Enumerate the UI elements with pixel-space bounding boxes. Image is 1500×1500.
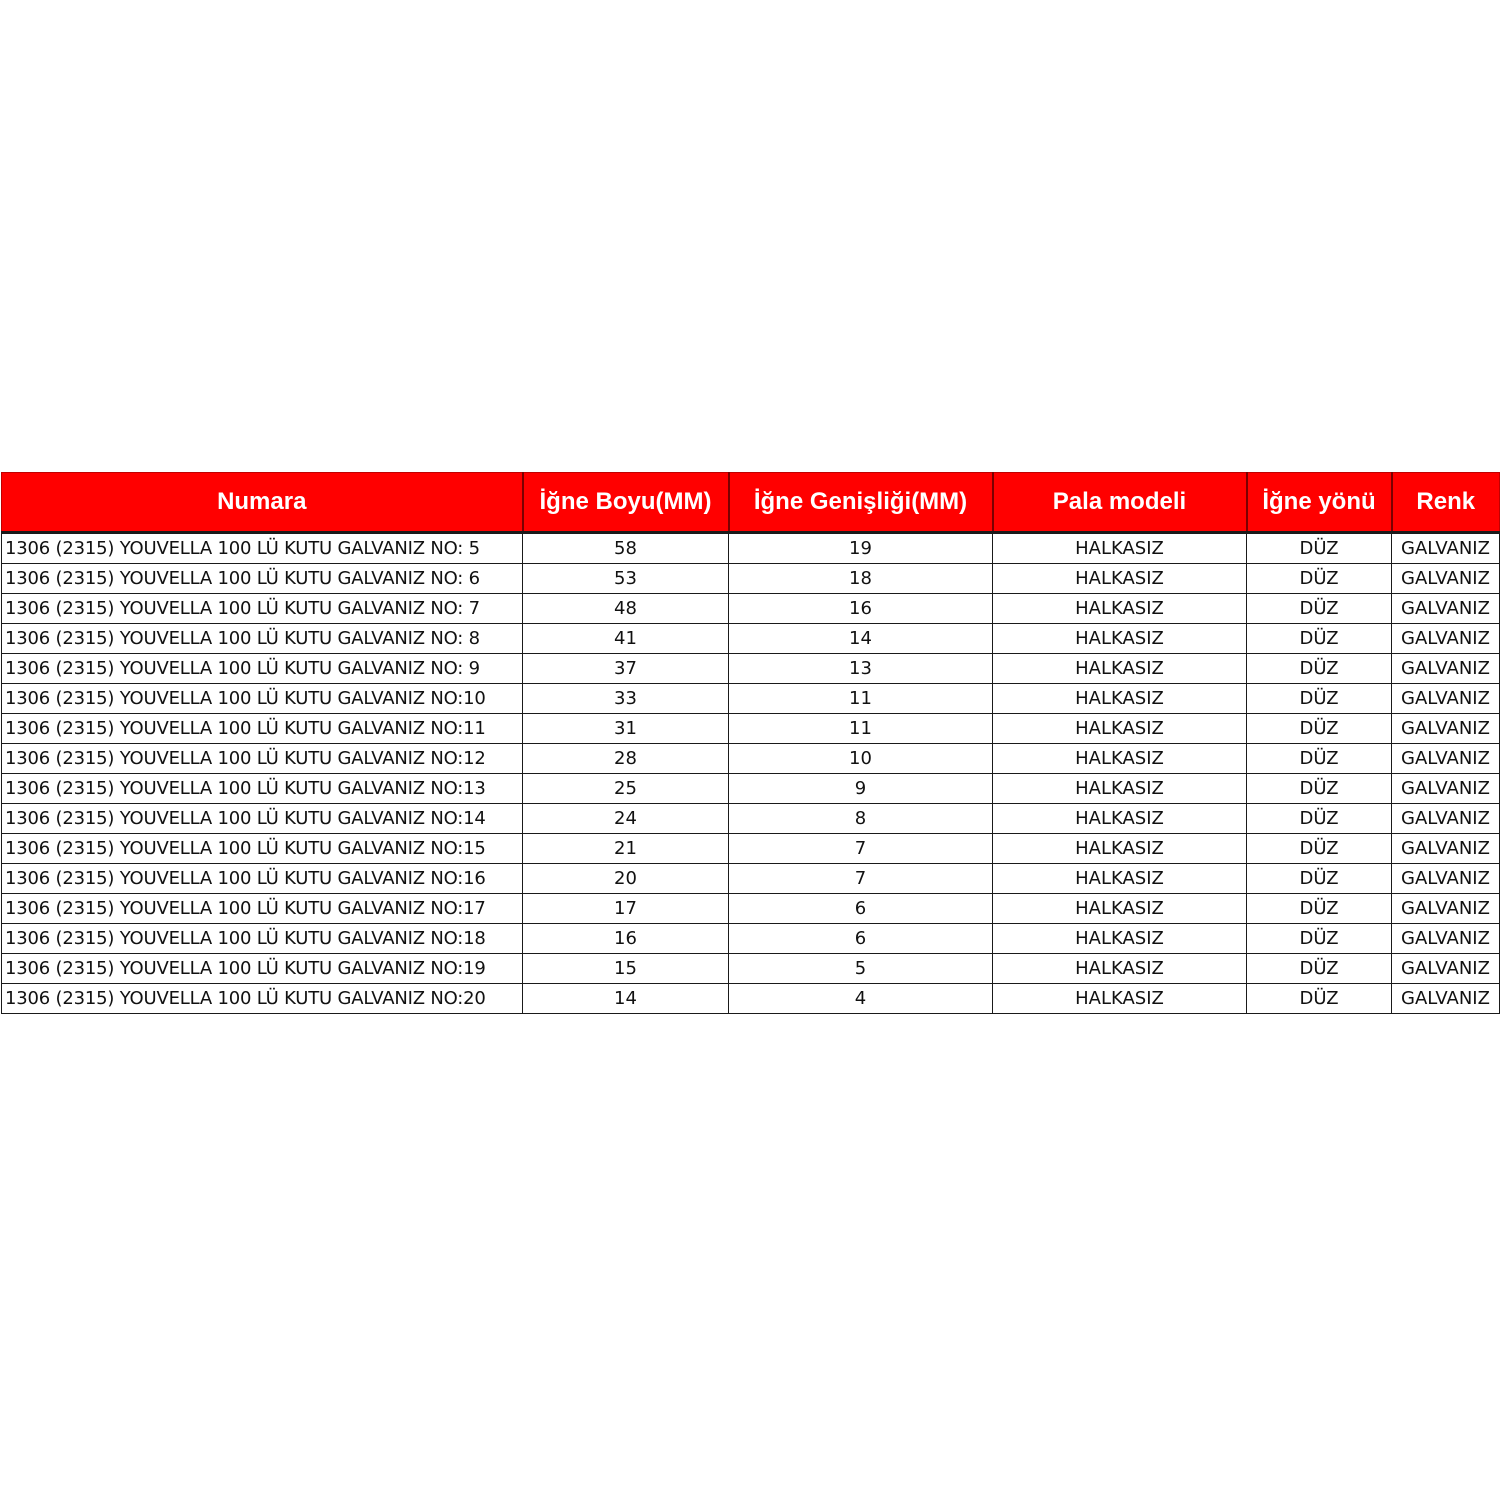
- cell-igne-genisligi: 13: [729, 654, 993, 684]
- cell-igne-yonu: DÜZ: [1247, 684, 1392, 714]
- cell-igne-boyu: 21: [523, 834, 729, 864]
- cell-igne-genisligi: 4: [729, 984, 993, 1014]
- cell-pala-modeli: HALKASIZ: [993, 984, 1247, 1014]
- cell-pala-modeli: HALKASIZ: [993, 894, 1247, 924]
- cell-igne-genisligi: 14: [729, 624, 993, 654]
- cell-igne-boyu: 31: [523, 714, 729, 744]
- cell-igne-yonu: DÜZ: [1247, 804, 1392, 834]
- table-row: [2, 774, 1500, 804]
- cell-numara: 1306 (2315) YOUVELLA 100 LÜ KUTU GALVANIZ NO:15: [2, 834, 523, 864]
- table-row: [2, 654, 1500, 684]
- cell-numara: 1306 (2315) YOUVELLA 100 LÜ KUTU GALVANIZ NO: 9: [2, 654, 523, 684]
- cell-numara: 1306 (2315) YOUVELLA 100 LÜ KUTU GALVANIZ NO:16: [2, 864, 523, 894]
- cell-igne-boyu: 41: [523, 624, 729, 654]
- table-row: [2, 744, 1500, 774]
- cell-igne-genisligi: 16: [729, 594, 993, 624]
- cell-igne-boyu: 37: [523, 654, 729, 684]
- cell-igne-boyu: 24: [523, 804, 729, 834]
- cell-igne-genisligi: 8: [729, 804, 993, 834]
- table-row: [2, 834, 1500, 864]
- cell-igne-yonu: DÜZ: [1247, 774, 1392, 804]
- table-row: [2, 804, 1500, 834]
- table-row: [2, 924, 1500, 954]
- cell-igne-yonu: DÜZ: [1247, 894, 1392, 924]
- header-row: [2, 473, 1500, 533]
- cell-igne-genisligi: 19: [729, 533, 993, 564]
- cell-numara: 1306 (2315) YOUVELLA 100 LÜ KUTU GALVANIZ NO:17: [2, 894, 523, 924]
- table-row: [2, 714, 1500, 744]
- cell-numara: 1306 (2315) YOUVELLA 100 LÜ KUTU GALVANIZ NO:14: [2, 804, 523, 834]
- cell-numara: 1306 (2315) YOUVELLA 100 LÜ KUTU GALVANIZ NO:11: [2, 714, 523, 744]
- cell-igne-boyu: 16: [523, 924, 729, 954]
- table-row: [2, 624, 1500, 654]
- cell-numara: 1306 (2315) YOUVELLA 100 LÜ KUTU GALVANIZ NO:20: [2, 984, 523, 1014]
- table-row: [2, 564, 1500, 594]
- column-header-numara: Numara: [2, 473, 523, 533]
- cell-igne-genisligi: 5: [729, 954, 993, 984]
- cell-igne-genisligi: 18: [729, 564, 993, 594]
- cell-renk: GALVANIZ: [1392, 774, 1500, 804]
- cell-igne-yonu: DÜZ: [1247, 654, 1392, 684]
- cell-renk: GALVANIZ: [1392, 744, 1500, 774]
- cell-renk: GALVANIZ: [1392, 533, 1500, 564]
- cell-pala-modeli: HALKASIZ: [993, 594, 1247, 624]
- table-row: [2, 864, 1500, 894]
- cell-pala-modeli: HALKASIZ: [993, 954, 1247, 984]
- cell-igne-yonu: DÜZ: [1247, 533, 1392, 564]
- cell-numara: 1306 (2315) YOUVELLA 100 LÜ KUTU GALVANIZ NO: 7: [2, 594, 523, 624]
- cell-igne-boyu: 17: [523, 894, 729, 924]
- cell-igne-boyu: 33: [523, 684, 729, 714]
- cell-renk: GALVANIZ: [1392, 954, 1500, 984]
- cell-numara: 1306 (2315) YOUVELLA 100 LÜ KUTU GALVANIZ NO: 5: [2, 533, 523, 564]
- table-header: [2, 473, 1500, 533]
- cell-igne-genisligi: 7: [729, 864, 993, 894]
- cell-igne-yonu: DÜZ: [1247, 564, 1392, 594]
- cell-pala-modeli: HALKASIZ: [993, 804, 1247, 834]
- cell-pala-modeli: HALKASIZ: [993, 684, 1247, 714]
- cell-igne-yonu: DÜZ: [1247, 954, 1392, 984]
- cell-igne-genisligi: 11: [729, 684, 993, 714]
- column-header-igne-boyu: İğne Boyu(MM): [523, 473, 729, 533]
- cell-igne-genisligi: 6: [729, 924, 993, 954]
- cell-renk: GALVANIZ: [1392, 804, 1500, 834]
- cell-igne-yonu: DÜZ: [1247, 924, 1392, 954]
- cell-renk: GALVANIZ: [1392, 624, 1500, 654]
- cell-igne-genisligi: 11: [729, 714, 993, 744]
- cell-igne-genisligi: 6: [729, 894, 993, 924]
- spec-table-container: [1, 472, 1499, 1014]
- cell-renk: GALVANIZ: [1392, 714, 1500, 744]
- table-row: [2, 984, 1500, 1014]
- table-row: [2, 533, 1500, 564]
- cell-pala-modeli: HALKASIZ: [993, 774, 1247, 804]
- cell-igne-boyu: 48: [523, 594, 729, 624]
- cell-numara: 1306 (2315) YOUVELLA 100 LÜ KUTU GALVANIZ NO: 8: [2, 624, 523, 654]
- needle-spec-table: [1, 472, 1500, 1014]
- cell-pala-modeli: HALKASIZ: [993, 654, 1247, 684]
- cell-igne-yonu: DÜZ: [1247, 714, 1392, 744]
- column-header-pala-modeli: Pala modeli: [993, 473, 1247, 533]
- cell-renk: GALVANIZ: [1392, 924, 1500, 954]
- cell-numara: 1306 (2315) YOUVELLA 100 LÜ KUTU GALVANIZ NO:10: [2, 684, 523, 714]
- cell-igne-yonu: DÜZ: [1247, 594, 1392, 624]
- cell-igne-boyu: 14: [523, 984, 729, 1014]
- table-row: [2, 954, 1500, 984]
- cell-igne-genisligi: 10: [729, 744, 993, 774]
- cell-igne-boyu: 20: [523, 864, 729, 894]
- cell-pala-modeli: HALKASIZ: [993, 564, 1247, 594]
- cell-renk: GALVANIZ: [1392, 564, 1500, 594]
- cell-igne-yonu: DÜZ: [1247, 744, 1392, 774]
- cell-pala-modeli: HALKASIZ: [993, 924, 1247, 954]
- cell-renk: GALVANIZ: [1392, 684, 1500, 714]
- cell-pala-modeli: HALKASIZ: [993, 714, 1247, 744]
- cell-pala-modeli: HALKASIZ: [993, 864, 1247, 894]
- column-header-igne-yonu: İğne yönü: [1247, 473, 1392, 533]
- cell-numara: 1306 (2315) YOUVELLA 100 LÜ KUTU GALVANIZ NO:18: [2, 924, 523, 954]
- cell-renk: GALVANIZ: [1392, 984, 1500, 1014]
- table-row: [2, 594, 1500, 624]
- cell-igne-yonu: DÜZ: [1247, 864, 1392, 894]
- column-header-renk: Renk: [1392, 473, 1500, 533]
- cell-renk: GALVANIZ: [1392, 594, 1500, 624]
- column-header-igne-genisligi: İğne Genişliği(MM): [729, 473, 993, 533]
- cell-igne-yonu: DÜZ: [1247, 984, 1392, 1014]
- cell-renk: GALVANIZ: [1392, 834, 1500, 864]
- cell-numara: 1306 (2315) YOUVELLA 100 LÜ KUTU GALVANIZ NO:19: [2, 954, 523, 984]
- cell-renk: GALVANIZ: [1392, 654, 1500, 684]
- table-row: [2, 684, 1500, 714]
- cell-numara: 1306 (2315) YOUVELLA 100 LÜ KUTU GALVANIZ NO:12: [2, 744, 523, 774]
- cell-numara: 1306 (2315) YOUVELLA 100 LÜ KUTU GALVANIZ NO: 6: [2, 564, 523, 594]
- cell-renk: GALVANIZ: [1392, 894, 1500, 924]
- cell-pala-modeli: HALKASIZ: [993, 624, 1247, 654]
- cell-igne-genisligi: 7: [729, 834, 993, 864]
- cell-igne-yonu: DÜZ: [1247, 834, 1392, 864]
- cell-igne-boyu: 53: [523, 564, 729, 594]
- cell-igne-boyu: 58: [523, 533, 729, 564]
- cell-igne-yonu: DÜZ: [1247, 624, 1392, 654]
- cell-numara: 1306 (2315) YOUVELLA 100 LÜ KUTU GALVANIZ NO:13: [2, 774, 523, 804]
- table-body: [2, 533, 1500, 1014]
- cell-renk: GALVANIZ: [1392, 864, 1500, 894]
- cell-igne-genisligi: 9: [729, 774, 993, 804]
- cell-igne-boyu: 25: [523, 774, 729, 804]
- cell-pala-modeli: HALKASIZ: [993, 834, 1247, 864]
- cell-igne-boyu: 28: [523, 744, 729, 774]
- cell-pala-modeli: HALKASIZ: [993, 744, 1247, 774]
- cell-pala-modeli: HALKASIZ: [993, 533, 1247, 564]
- cell-igne-boyu: 15: [523, 954, 729, 984]
- table-row: [2, 894, 1500, 924]
